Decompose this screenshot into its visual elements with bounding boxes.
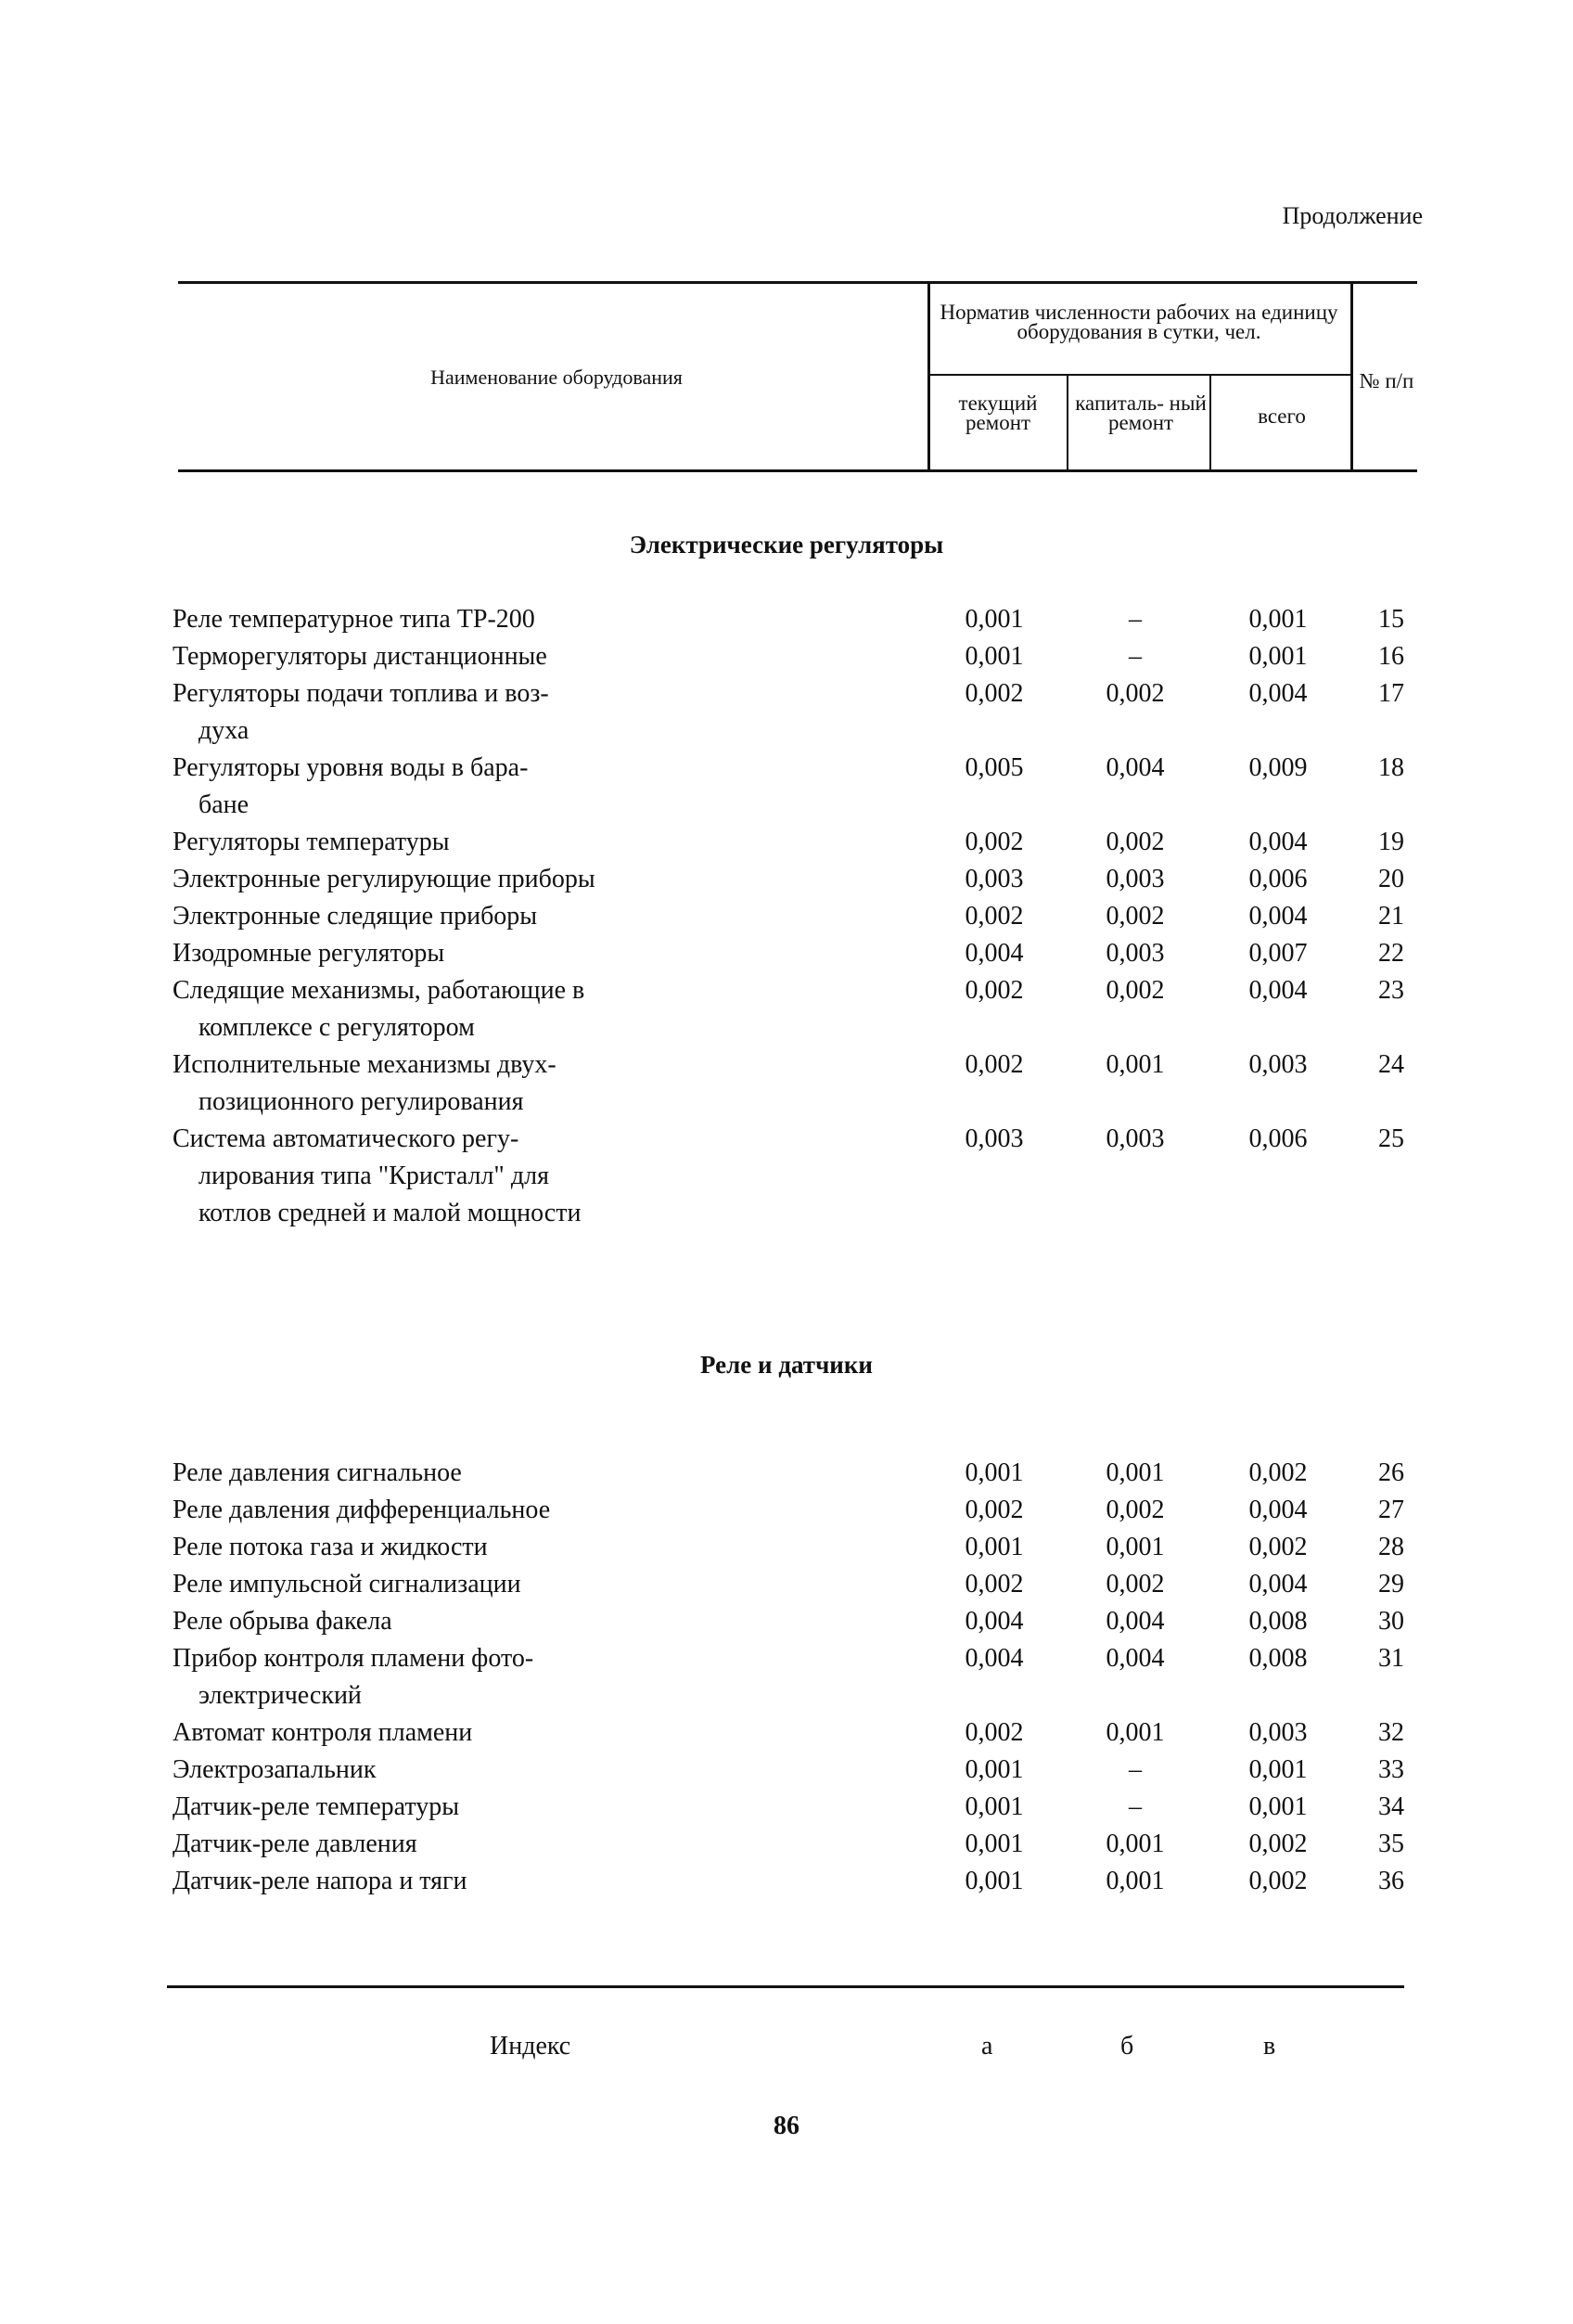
capital-value: –	[1129, 642, 1142, 671]
row-number: 34	[1378, 1792, 1404, 1821]
col-num-header: № п/п	[1359, 369, 1414, 392]
col-total-header: всего	[1258, 404, 1306, 428]
capital-value: 0,003	[1106, 865, 1165, 893]
equipment-name-line: Исполнительные механизмы двух-	[173, 1050, 556, 1079]
equipment-name	[173, 601, 692, 638]
total-value: 0,003	[1248, 1050, 1308, 1079]
current-value: 0,002	[965, 976, 1024, 1005]
equipment-name-line: Реле давления сигнальное	[173, 1458, 462, 1487]
row-number: 29	[1378, 1570, 1404, 1599]
capital-value: 0,003	[1106, 1124, 1165, 1153]
equipment-name-line: Изодромные регуляторы	[173, 939, 445, 968]
equipment-name	[173, 824, 692, 861]
header-inner-rule	[927, 374, 1352, 376]
total-value: 0,002	[1248, 1867, 1308, 1895]
row-number: 24	[1378, 1050, 1404, 1079]
current-value: 0,004	[965, 939, 1024, 968]
equipment-name	[173, 1640, 692, 1714]
equipment-name	[173, 935, 692, 972]
equipment-name-line: Система автоматического регу-	[173, 1124, 519, 1153]
total-value: 0,002	[1248, 1533, 1308, 1561]
row-number: 19	[1378, 828, 1404, 856]
current-value: 0,002	[965, 1050, 1024, 1079]
capital-value: 0,004	[1106, 1644, 1165, 1673]
current-value: 0,001	[965, 1458, 1024, 1487]
footer-rule	[167, 1985, 1404, 1988]
row-number: 31	[1378, 1644, 1404, 1673]
total-value: 0,008	[1248, 1607, 1308, 1636]
row-number: 16	[1378, 642, 1404, 671]
index-a: а	[981, 2032, 993, 2061]
equipment-name	[173, 1529, 692, 1566]
equipment-name-line: Регуляторы уровня воды в бара-	[173, 753, 529, 782]
total-value: 0,004	[1248, 976, 1308, 1005]
total-value: 0,002	[1248, 1458, 1308, 1487]
row-number: 18	[1378, 753, 1404, 782]
equipment-name	[173, 1492, 692, 1529]
equipment-name-line: комплексе с регулятором	[198, 1013, 475, 1042]
current-value: 0,004	[965, 1607, 1024, 1636]
row-number: 26	[1378, 1458, 1404, 1487]
row-number: 32	[1378, 1718, 1404, 1747]
equipment-name-line: Реле давления дифференциальное	[173, 1496, 551, 1524]
total-value: 0,001	[1248, 1755, 1308, 1784]
row-number: 33	[1378, 1755, 1404, 1784]
section-title: Реле и датчики	[700, 1351, 873, 1379]
capital-value: –	[1129, 1755, 1142, 1784]
header-divider	[1350, 281, 1353, 471]
current-value: 0,003	[965, 1124, 1024, 1153]
equipment-name	[173, 1714, 692, 1752]
total-value: 0,001	[1248, 605, 1308, 634]
equipment-name	[173, 1603, 692, 1640]
capital-value: 0,001	[1106, 1050, 1165, 1079]
equipment-name	[173, 1046, 692, 1121]
equipment-name-line: духа	[198, 716, 249, 745]
current-value: 0,003	[965, 865, 1024, 893]
current-value: 0,001	[965, 1830, 1024, 1858]
current-value: 0,002	[965, 1570, 1024, 1599]
equipment-name	[173, 638, 692, 675]
total-value: 0,006	[1248, 865, 1308, 893]
equipment-name	[173, 1566, 692, 1603]
capital-value: 0,002	[1106, 976, 1165, 1005]
header-divider	[1067, 374, 1068, 471]
equipment-name	[173, 1826, 692, 1863]
index-label: Индекс	[490, 2032, 571, 2061]
equipment-name	[173, 898, 692, 935]
equipment-name	[173, 1789, 692, 1826]
equipment-name-line: Датчик-реле температуры	[173, 1792, 460, 1821]
current-value: 0,002	[965, 828, 1024, 856]
equipment-name-line: лирования типа "Кристалл" для	[198, 1162, 549, 1190]
equipment-name-line: Реле импульсной сигнализации	[173, 1570, 521, 1599]
capital-value: 0,003	[1106, 939, 1165, 968]
current-value: 0,002	[965, 679, 1024, 708]
equipment-name-line: котлов средней и малой мощности	[198, 1199, 582, 1227]
equipment-name-line: Электрозапальник	[173, 1755, 377, 1784]
row-number: 17	[1378, 679, 1404, 708]
capital-value: 0,004	[1106, 753, 1165, 782]
equipment-name-line: Электронные регулирующие приборы	[173, 865, 595, 893]
equipment-name-line: Автомат контроля пламени	[173, 1718, 473, 1747]
equipment-name-line: Датчик-реле напора и тяги	[173, 1867, 467, 1895]
equipment-name	[173, 1863, 692, 1900]
capital-value: –	[1129, 1792, 1142, 1821]
total-value: 0,007	[1248, 939, 1308, 968]
current-value: 0,002	[965, 1718, 1024, 1747]
equipment-name-line: Электронные следящие приборы	[173, 902, 538, 931]
current-value: 0,001	[965, 1867, 1024, 1895]
equipment-name-line: Регуляторы подачи топлива и воз-	[173, 679, 549, 708]
row-number: 22	[1378, 939, 1404, 968]
total-value: 0,004	[1248, 902, 1308, 931]
capital-value: 0,002	[1106, 1496, 1165, 1524]
current-value: 0,001	[965, 642, 1024, 671]
equipment-name-line: Регуляторы температуры	[173, 828, 450, 856]
capital-value: 0,001	[1106, 1718, 1165, 1747]
row-number: 36	[1378, 1867, 1404, 1895]
row-number: 21	[1378, 902, 1404, 931]
equipment-name-line: Следящие механизмы, работающие в	[173, 976, 585, 1005]
equipment-name-line: Терморегуляторы дистанционные	[173, 642, 547, 671]
continuation-label: Продолжение	[1282, 202, 1423, 229]
equipment-name-line: Прибор контроля пламени фото-	[173, 1644, 534, 1673]
row-number: 27	[1378, 1496, 1404, 1524]
current-value: 0,002	[965, 902, 1024, 931]
equipment-name-line: Реле обрыва факела	[173, 1607, 392, 1636]
equipment-name-line: Реле температурное типа ТР-200	[173, 605, 535, 634]
total-value: 0,001	[1248, 642, 1308, 671]
total-value: 0,006	[1248, 1124, 1308, 1153]
equipment-name-line: Датчик-реле давления	[173, 1830, 417, 1858]
total-value: 0,008	[1248, 1644, 1308, 1673]
col-current-header: текущий ремонт	[958, 392, 1038, 434]
page-number: 86	[774, 2112, 799, 2140]
current-value: 0,001	[965, 1755, 1024, 1784]
header-bottom-rule	[178, 469, 1417, 472]
row-number: 28	[1378, 1533, 1404, 1561]
row-number: 35	[1378, 1830, 1404, 1858]
total-value: 0,004	[1248, 1496, 1308, 1524]
col-name-header: Наименование оборудования	[430, 366, 683, 389]
current-value: 0,005	[965, 753, 1024, 782]
current-value: 0,001	[965, 1792, 1024, 1821]
col-norm-header: Норматив численности рабочих на единицу оборудования в сутки, чел.	[940, 301, 1338, 343]
current-value: 0,001	[965, 605, 1024, 634]
row-number: 30	[1378, 1607, 1404, 1636]
capital-value: 0,002	[1106, 679, 1165, 708]
capital-value: 0,004	[1106, 1607, 1165, 1636]
equipment-name	[173, 1455, 692, 1492]
total-value: 0,004	[1248, 679, 1308, 708]
capital-value: –	[1129, 605, 1142, 634]
capital-value: 0,001	[1106, 1867, 1165, 1895]
total-value: 0,004	[1248, 828, 1308, 856]
equipment-name	[173, 1752, 692, 1789]
total-value: 0,001	[1248, 1792, 1308, 1821]
index-b: б	[1120, 2032, 1134, 2061]
current-value: 0,001	[965, 1533, 1024, 1561]
col-capital-header: капиталь- ный ремонт	[1075, 392, 1207, 434]
total-value: 0,003	[1248, 1718, 1308, 1747]
equipment-name	[173, 972, 692, 1046]
total-value: 0,002	[1248, 1830, 1308, 1858]
capital-value: 0,002	[1106, 1570, 1165, 1599]
row-number: 25	[1378, 1124, 1404, 1153]
total-value: 0,009	[1248, 753, 1308, 782]
capital-value: 0,001	[1106, 1830, 1165, 1858]
equipment-name	[173, 675, 692, 750]
row-number: 23	[1378, 976, 1404, 1005]
equipment-name	[173, 1121, 692, 1232]
header-divider	[927, 281, 930, 471]
current-value: 0,002	[965, 1496, 1024, 1524]
capital-value: 0,001	[1106, 1458, 1165, 1487]
capital-value: 0,001	[1106, 1533, 1165, 1561]
header-divider	[1209, 374, 1211, 471]
equipment-name-line: электрический	[198, 1681, 362, 1710]
total-value: 0,004	[1248, 1570, 1308, 1599]
section-title: Электрические регуляторы	[629, 531, 944, 559]
index-c: в	[1263, 2032, 1276, 2061]
equipment-name-line: Реле потока газа и жидкости	[173, 1533, 488, 1561]
capital-value: 0,002	[1106, 902, 1165, 931]
row-number: 20	[1378, 865, 1404, 893]
row-number: 15	[1378, 605, 1404, 634]
equipment-name	[173, 861, 692, 898]
current-value: 0,004	[965, 1644, 1024, 1673]
equipment-name-line: позиционного регулирования	[198, 1087, 524, 1116]
header-top-rule	[178, 281, 1417, 284]
capital-value: 0,002	[1106, 828, 1165, 856]
equipment-name-line: бане	[198, 790, 249, 819]
equipment-name	[173, 750, 692, 824]
